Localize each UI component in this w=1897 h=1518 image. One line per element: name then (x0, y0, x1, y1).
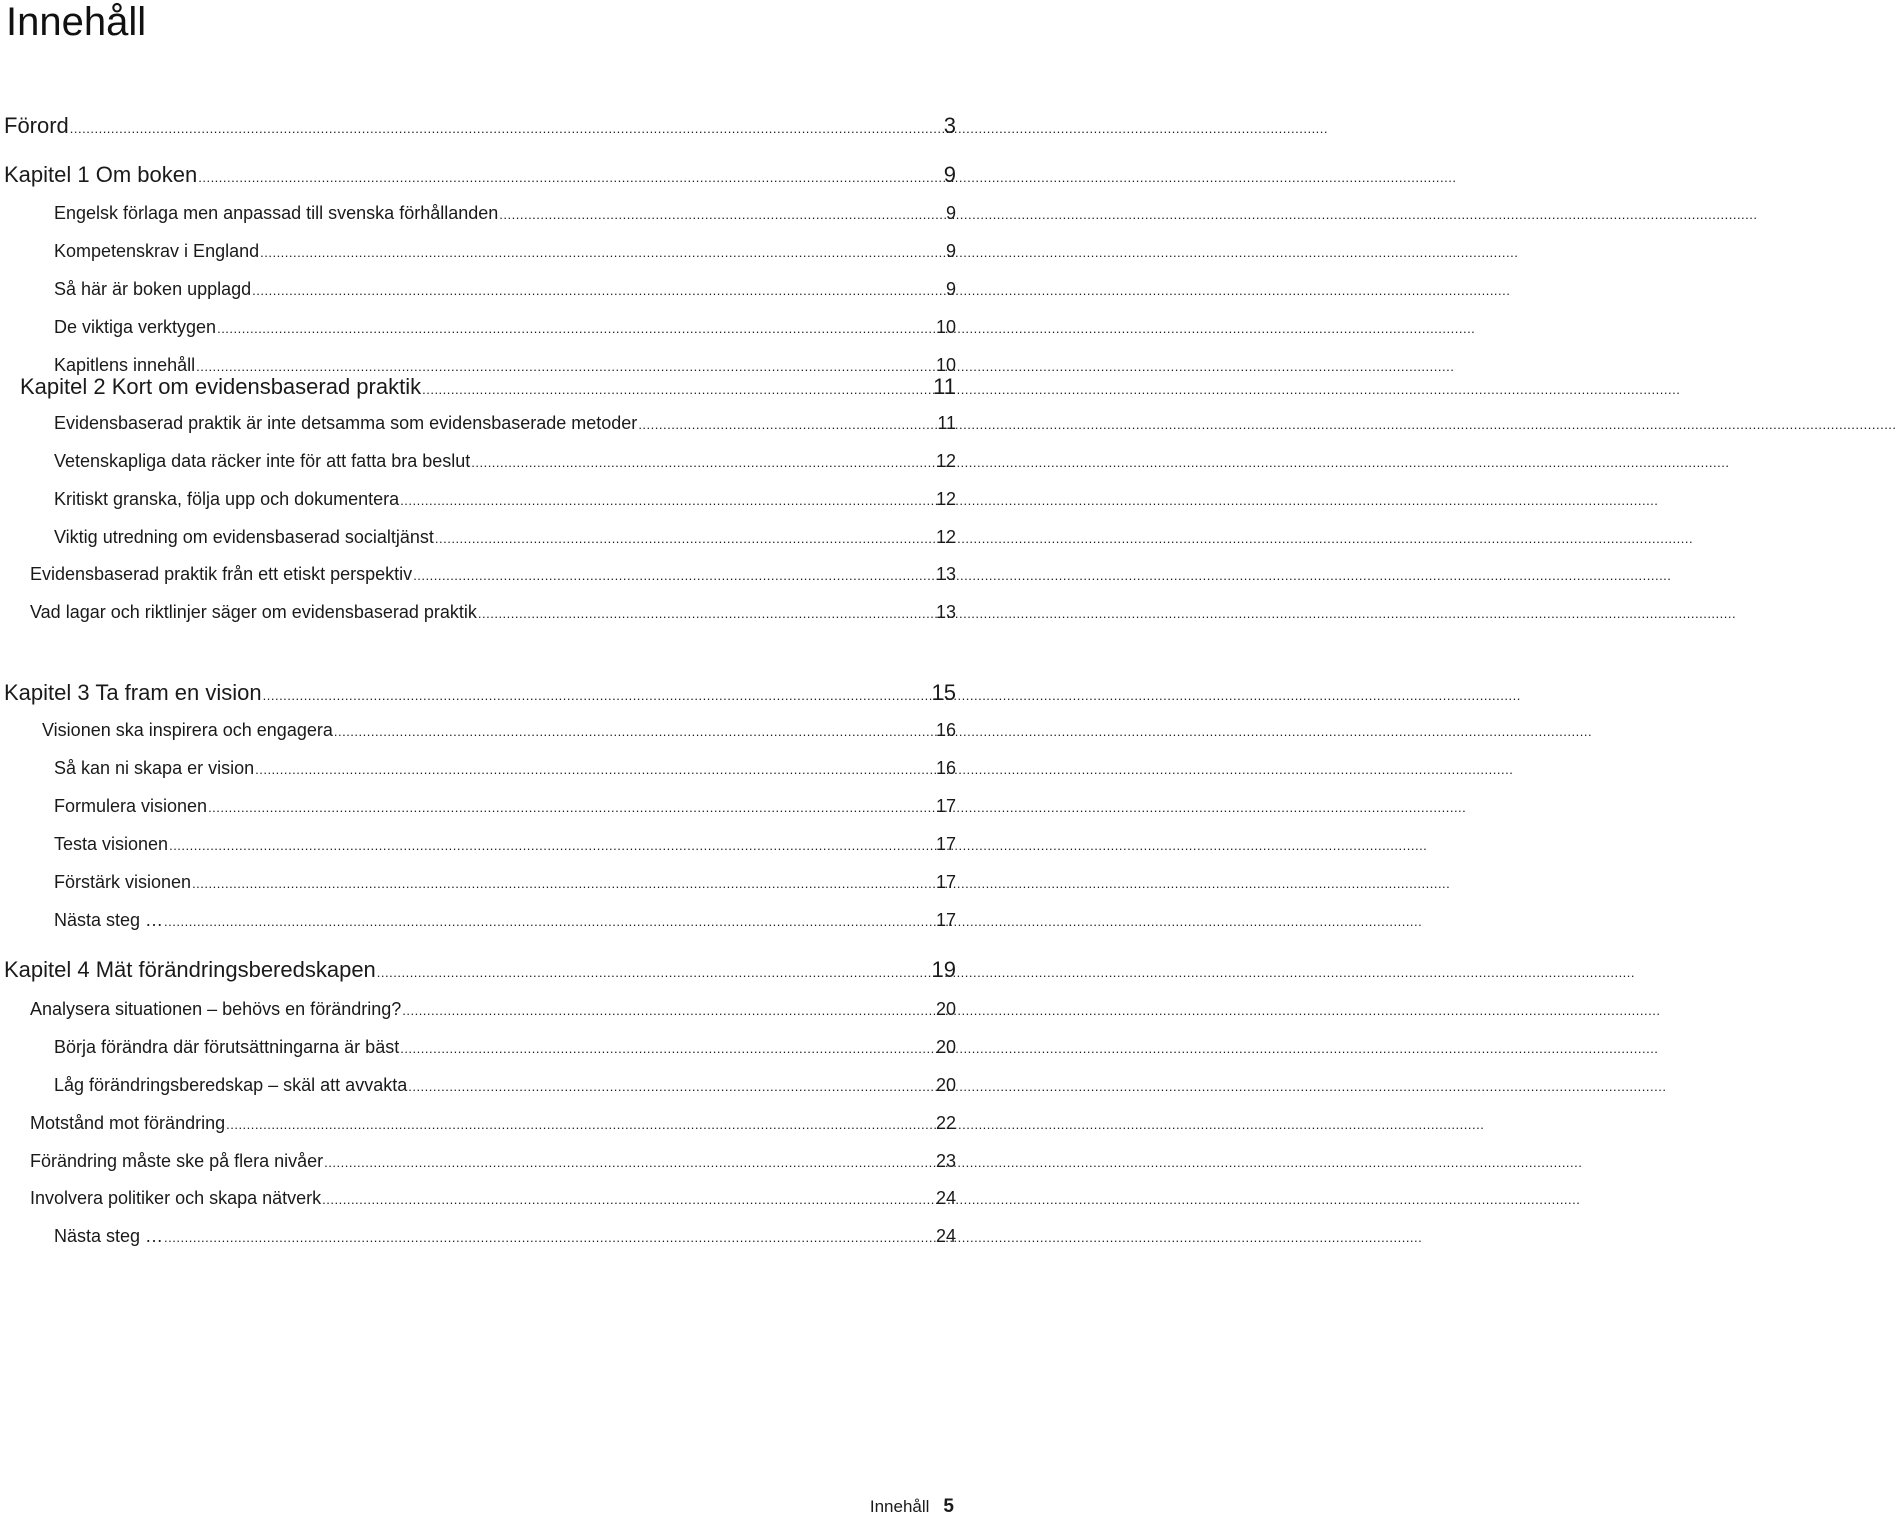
toc-entry-page: 12 (935, 451, 956, 471)
toc-dot-leader (164, 908, 935, 934)
toc-entry-title: Förändring måste ske på flera nivåer (30, 1151, 324, 1171)
toc-entry-page: 17 (935, 796, 956, 816)
toc-dot-leader (377, 956, 931, 987)
footer-label: Innehåll (869, 1497, 930, 1516)
toc-entry-title: Visionen ska inspirera och engagera (42, 720, 333, 740)
toc-entry-title: Engelsk förlaga men anpassad till svenska förhållanden (54, 203, 499, 223)
toc-entry-page: 20 (935, 999, 956, 1019)
toc-chapter-entry (4, 956, 956, 987)
page-footer (870, 1496, 954, 1518)
toc-entry-page: 11 (933, 374, 956, 399)
toc-entry-page: 9 (945, 203, 956, 223)
toc-section-entry (54, 487, 956, 513)
toc-entry-title: Formulera visionen (54, 796, 208, 816)
toc-entry-page: 11 (937, 413, 956, 433)
toc-section-entry (54, 201, 956, 227)
toc-section-entry (54, 1073, 956, 1099)
toc-entry-page: 10 (935, 355, 956, 375)
toc-entry-page: 23 (935, 1151, 956, 1171)
toc-section-entry (30, 600, 956, 626)
toc-entry-title: Kompetenskrav i England (54, 241, 260, 261)
toc-entry-page: 15 (931, 680, 956, 705)
toc-entry-title: Viktig utredning om evidensbaserad socialtjänst (54, 527, 434, 547)
toc-entry-page: 3 (943, 113, 956, 138)
toc-dot-leader (217, 315, 935, 341)
toc-section-entry (54, 411, 956, 437)
toc-dot-leader (324, 1149, 935, 1175)
page-number: 5 (943, 1496, 954, 1517)
toc-entry-title: Kapitel 1 Om boken (4, 162, 198, 187)
table-of-contents (0, 0, 960, 1300)
toc-entry-page: 22 (935, 1113, 956, 1133)
toc-section-entry (54, 1035, 956, 1061)
toc-dot-leader (260, 239, 945, 265)
toc-entry-page: 20 (935, 1037, 956, 1057)
toc-section-entry (30, 562, 956, 588)
toc-entry-page: 19 (931, 957, 956, 982)
toc-entry-page: 10 (935, 317, 956, 337)
toc-entry-title: Kritiskt granska, följa upp och dokumentera (54, 489, 400, 509)
toc-entry-page: 12 (935, 527, 956, 547)
toc-section-entry (54, 525, 956, 551)
toc-dot-leader (413, 562, 935, 588)
toc-dot-leader (422, 373, 932, 404)
toc-entry-title: Testa visionen (54, 834, 169, 854)
toc-dot-leader (435, 525, 935, 551)
toc-entry-title: Förord (4, 113, 69, 138)
toc-entry-title: Analysera situationen – behövs en förändring? (30, 999, 402, 1019)
toc-entry-title: De viktiga verktygen (54, 317, 217, 337)
toc-entry-title: Vad lagar och riktlinjer säger om evidensbaserad praktik (30, 602, 477, 622)
toc-dot-leader (471, 449, 935, 475)
toc-section-entry (54, 794, 956, 820)
toc-section-entry (30, 1186, 956, 1212)
toc-dot-leader (164, 1224, 935, 1250)
toc-dot-leader (402, 997, 935, 1023)
toc-dot-leader (400, 1035, 935, 1061)
toc-section-entry (42, 718, 956, 744)
toc-entry-page: 9 (943, 162, 956, 187)
toc-entry-title: Börja förändra där förutsättningarna är bäst (54, 1037, 400, 1057)
toc-entry-page: 16 (935, 758, 956, 778)
toc-dot-leader (638, 411, 936, 437)
toc-entry-page: 24 (935, 1188, 956, 1208)
toc-chapter-entry (20, 373, 956, 404)
toc-entry-title: Motstånd mot förändring (30, 1113, 226, 1133)
toc-section-entry (54, 832, 956, 858)
toc-entry-page: 13 (935, 564, 956, 584)
toc-chapter-entry (4, 112, 956, 143)
toc-entry-page: 16 (935, 720, 956, 740)
toc-entry-page: 17 (935, 834, 956, 854)
toc-chapter-entry (4, 679, 956, 710)
toc-entry-title: Vetenskapliga data räcker inte för att fatta bra beslut (54, 451, 471, 471)
toc-entry-title: Så kan ni skapa er vision (54, 758, 255, 778)
toc-section-entry (54, 756, 956, 782)
toc-entry-title: Evidensbaserad praktik från ett etiskt perspektiv (30, 564, 413, 584)
toc-dot-leader (322, 1186, 935, 1212)
toc-dot-leader (400, 487, 935, 513)
toc-entry-title: Så här är boken upplagd (54, 279, 252, 299)
toc-dot-leader (70, 112, 943, 143)
toc-dot-leader (169, 832, 935, 858)
toc-entry-title: Nästa steg … (54, 1226, 164, 1246)
toc-dot-leader (226, 1111, 935, 1137)
toc-dot-leader (263, 679, 931, 710)
toc-section-entry (54, 908, 956, 934)
toc-section-entry (54, 449, 956, 475)
toc-section-entry (54, 1224, 956, 1250)
toc-dot-leader (408, 1073, 935, 1099)
toc-dot-leader (208, 794, 935, 820)
toc-entry-title: Involvera politiker och skapa nätverk (30, 1188, 322, 1208)
toc-dot-leader (334, 718, 935, 744)
toc-section-entry (30, 1111, 956, 1137)
toc-entry-title: Förstärk visionen (54, 872, 192, 892)
toc-entry-page: 24 (935, 1226, 956, 1246)
toc-dot-leader (192, 870, 935, 896)
toc-entry-title: Kapitel 3 Ta fram en vision (4, 680, 262, 705)
toc-dot-leader (478, 600, 935, 626)
toc-entry-page: 17 (935, 872, 956, 892)
toc-dot-leader (255, 756, 935, 782)
toc-entry-page: 13 (935, 602, 956, 622)
toc-entry-page: 17 (935, 910, 956, 930)
toc-entry-title: Nästa steg … (54, 910, 164, 930)
toc-entry-title: Kapitel 4 Mät förändringsberedskapen (4, 957, 376, 982)
toc-entry-page: 9 (945, 279, 956, 299)
toc-section-entry (54, 315, 956, 341)
page-title: Innehåll (6, 0, 147, 44)
toc-chapter-entry (4, 161, 956, 192)
toc-dot-leader (198, 161, 943, 192)
toc-section-entry (30, 1149, 956, 1175)
toc-entry-page: 12 (935, 489, 956, 509)
toc-dot-leader (499, 201, 945, 227)
toc-entry-title: Kapitel 2 Kort om evidensbaserad praktik (20, 374, 422, 399)
toc-entry-title: Låg förändringsberedskap – skäl att avvakta (54, 1075, 408, 1095)
toc-section-entry (54, 277, 956, 303)
toc-entry-page: 20 (935, 1075, 956, 1095)
toc-section-entry (30, 997, 956, 1023)
toc-section-entry (54, 870, 956, 896)
toc-entry-title: Kapitlens innehåll (54, 355, 196, 375)
toc-entry-page: 9 (945, 241, 956, 261)
toc-entry-title: Evidensbaserad praktik är inte detsamma som evidensbaserade metoder (54, 413, 638, 433)
toc-dot-leader (252, 277, 945, 303)
toc-section-entry (54, 239, 956, 265)
